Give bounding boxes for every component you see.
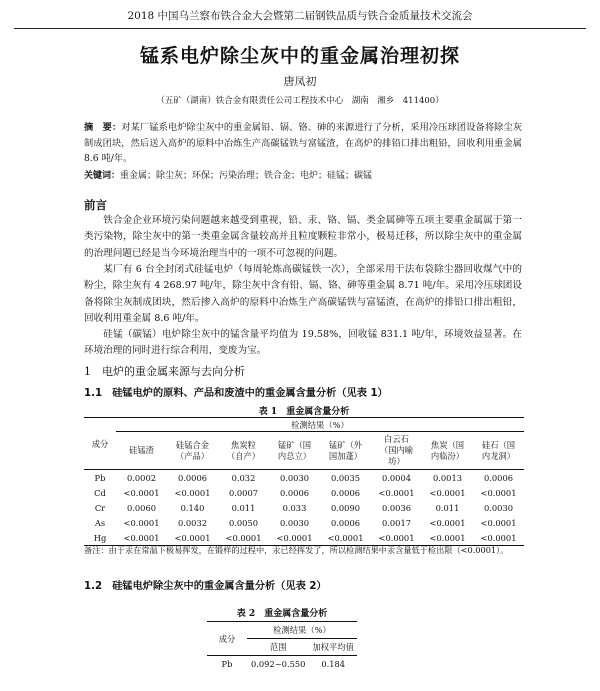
keywords-text: 重金属；除尘灰；环保；污染治理；铁合金；电炉；硅锰；碳锰 — [120, 171, 373, 181]
table1-cell: <0.0001 — [480, 532, 517, 543]
table1-column-header: 锰矿（国 内总立） — [277, 439, 312, 461]
table1-cell: <0.0001 — [327, 532, 364, 543]
table1-column-header: 硅石（国 内龙洞） — [481, 439, 516, 461]
table1-cell: 0.0007 — [228, 487, 259, 498]
table1-cell: 0.011 — [231, 502, 256, 513]
affiliation: （五矿（湖南）铁合金有限责任公司工程技术中心 湖南 湘乡 411400） — [156, 96, 444, 106]
table1-cell: 0.0006 — [330, 517, 361, 528]
table1-cell: <0.0001 — [429, 487, 466, 498]
table1-cell: 0.0036 — [381, 502, 412, 513]
table1-cell: <0.0001 — [123, 487, 160, 498]
table1-cell: 0.0006 — [330, 487, 361, 498]
table1-cell: 0.0090 — [330, 502, 361, 513]
table1-column-header: 白云石 （国内喻 坊） — [379, 434, 414, 466]
table1-cell: 0.0035 — [330, 472, 361, 483]
table1-group-header: 检测结果（%） — [116, 418, 524, 432]
section-1-2-heading: 1.2 硅锰电炉除尘灰中的重金属含量分析（见表 2） — [84, 581, 327, 592]
table1-cell: 0.0060 — [126, 502, 157, 513]
table1-cell: <0.0001 — [123, 517, 160, 528]
table1-cell: 0.0004 — [381, 472, 412, 483]
table1-cell: <0.0001 — [378, 532, 415, 543]
table1 — [84, 417, 524, 546]
table1-cell: 0.140 — [180, 502, 205, 513]
table2-caption: 表 2 重金属含量分析 — [236, 609, 328, 619]
author: 唐凤初 — [283, 75, 317, 88]
table1-cell: 0.032 — [231, 472, 256, 483]
table1-cell: <0.0001 — [378, 487, 415, 498]
table2-group-header: 检测结果（%） — [247, 622, 357, 639]
table2-element-header: 成分 — [207, 622, 247, 656]
table1-row-element: Cd — [94, 487, 106, 498]
table1-row-element: As — [94, 517, 106, 528]
table1-cell: 0.0002 — [126, 472, 157, 483]
table1-cell: 0.0006 — [177, 472, 208, 483]
table1-cell: 0.033 — [282, 502, 307, 513]
section-1-heading: 1 电炉的重金属来源与去向分析 — [84, 365, 245, 378]
table1-row — [84, 470, 524, 486]
table1-cell: 0.0050 — [228, 517, 259, 528]
table1-column-header: 硅锰合金 （产品） — [175, 439, 210, 461]
table1-cell: <0.0001 — [123, 532, 160, 543]
table1-column-header: 硅锰渣 — [129, 445, 154, 455]
table1-row — [84, 485, 524, 500]
table1-cell: <0.0001 — [429, 517, 466, 528]
table2-cell: 0.184 — [321, 659, 346, 669]
table2 — [207, 621, 357, 672]
intro-paragraph-3: 硅锰（碳锰）电炉除尘灰中的锰含量平均值为 19.58%，回收锰 831.1 吨/年，环境效益显著。在环境治理的同时进行综合利用，变废为宝。 — [84, 329, 522, 357]
intro-heading: 前言 — [84, 198, 107, 212]
keywords-label: 关键词： — [84, 171, 121, 181]
table1-cell: 0.011 — [435, 502, 460, 513]
table1-note: 备注：由于汞在常温下极易挥发，在锻样的过程中，汞已经挥发了，所以检测结果中汞含量低于检出限（<0.0001）。 — [84, 545, 509, 555]
table1-cell: 0.0013 — [432, 472, 463, 483]
table1-column-header: 焦炭（国 内临汾） — [430, 439, 465, 461]
table1-row-element: Hg — [93, 532, 107, 543]
running-header: 2018 中国乌兰察布铁合金大会暨第二届钢铁品质与铁合金质量技术交流会 — [14, 8, 586, 29]
table1-cell: <0.0001 — [480, 517, 517, 528]
abstract-text: 对某厂锰系电炉除尘灰中的重金属铅、镉、铬、砷的来源进行了分析，采用冷压球团设备将除尘灰制成团块，然后送入高炉的原料中冶炼生产高碳锰铁与富锰渣，在高炉的排铅口排出粗铅，回收利用重金属 8.6 吨/年。 — [84, 122, 523, 165]
section-1-1-heading: 1.1 硅锰电炉的原料、产品和废渣中的重金属含量分析（见表 1） — [84, 388, 388, 399]
intro-paragraph-2: 某厂有 6 台全封闭式硅锰电炉（每周轮炼高碳锰铁一次），全部采用干法布袋除尘器回收煤气中的粉尘，除尘灰有 4 268.97 吨/年，除尘灰中含有铅、镉、铬、砷等重金属 8.71 吨/年。采用冷压球团设备将除尘灰制成团块，然后掺入高炉的原料中冶炼生产高碳锰铁与富锰渣，在高炉的排铅口排出粗铅，回收利用重金属 8.6 吨/年。 — [84, 264, 522, 325]
table1-cell: <0.0001 — [174, 487, 211, 498]
table1-cell: 0.0030 — [279, 517, 310, 528]
table1-row — [84, 515, 524, 530]
table2-column-header: 加权平均值 — [312, 642, 354, 652]
table2-row — [207, 656, 357, 673]
table1-cell: <0.0001 — [429, 532, 466, 543]
abstract — [84, 120, 522, 167]
paper-title: 锰系电炉除尘灰中的重金属治理初探 — [139, 45, 460, 67]
table1-cell: 0.0030 — [483, 502, 514, 513]
table1-cell: 0.0030 — [279, 472, 310, 483]
abstract-label: 摘 要： — [84, 122, 122, 133]
table1-cell: 0.0006 — [279, 487, 310, 498]
table1-element-header: 成分 — [84, 418, 116, 470]
table1-column-header: 焦炭粒 （自产） — [226, 439, 261, 461]
table1-cell: 0.0006 — [483, 472, 514, 483]
table1-cell: <0.0001 — [480, 487, 517, 498]
table2-cell: 0.092~0.550 — [250, 659, 306, 669]
table2-column-header: 范围 — [269, 642, 287, 652]
table1-cell: 0.0032 — [177, 517, 208, 528]
table1-cell: <0.0001 — [174, 532, 211, 543]
table2-row-element: Pb — [221, 659, 233, 669]
table1-cell: <0.0001 — [276, 532, 313, 543]
table1-cell: 0.0017 — [381, 517, 412, 528]
table1-cell: <0.0001 — [225, 532, 262, 543]
table1-column-header: 锰矿（外 国加蓬） — [328, 439, 363, 461]
table1-row — [84, 500, 524, 515]
table1-caption: 表 1 重金属含量分析 — [258, 407, 350, 417]
table1-row-element: Cr — [94, 502, 106, 513]
keywords — [84, 168, 524, 181]
intro-paragraph-1: 铁合金企业环境污染问题越来越受到重视，铅、汞、铬、镉、类金属砷等五项主要重金属属于第一类污染物，除尘灰中的第一类重金属含量较高并且粒度颗粒非常小，极易迁移，所以除尘灰中的重金属的治理问题已经是当今环境治理当中的一项不可忽视的问题。 — [84, 215, 522, 259]
table1-row-element: Pb — [94, 472, 106, 483]
